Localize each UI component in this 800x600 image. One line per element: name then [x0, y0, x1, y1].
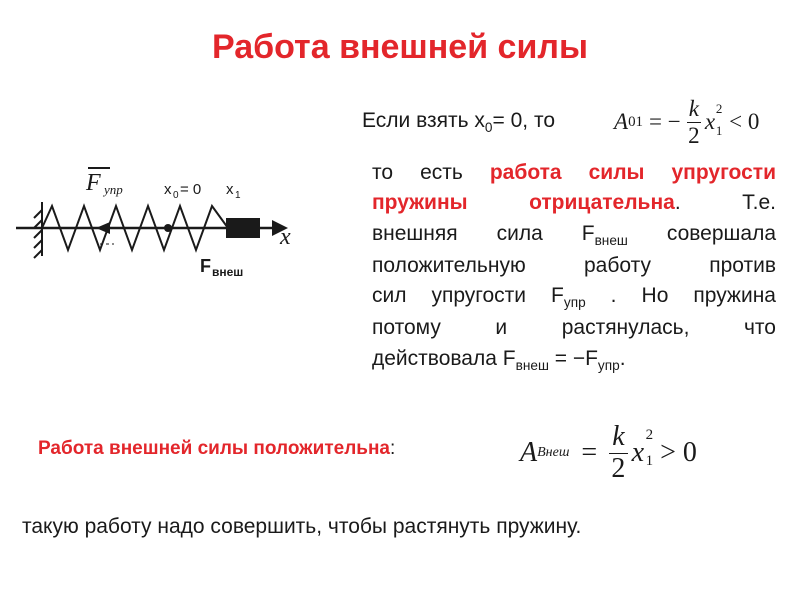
- wall-hatch: [34, 202, 42, 258]
- para-line: действовала $F_{внеш} = -F_{упр}$.: [372, 346, 626, 373]
- fraction: $\frac{k}{2}$: [688, 96, 700, 148]
- formula-work-external: A Внеш = $\frac{k}{2}$ x 2 1 > 0: [520, 420, 697, 484]
- fvnesh-label: F: [200, 256, 211, 276]
- fvnesh-sub: внеш: [212, 265, 244, 279]
- slide-title: Работа внешней силы: [212, 28, 588, 66]
- footer-text: такую работу надо совершить, чтобы растянуть пружину.: [22, 515, 582, 538]
- para-line: потому и растянулась, что: [372, 316, 776, 340]
- para-line: положительную работу против: [372, 253, 776, 277]
- x0-eq: = 0: [180, 181, 202, 198]
- x1-sub: 1: [235, 190, 241, 201]
- para-line: пружины отрицательна. Т.е.: [372, 191, 776, 215]
- spring-diagram: [14, 160, 314, 290]
- fupr-label: F: [86, 170, 101, 196]
- x0-sub: 0: [173, 190, 179, 201]
- fraction: $\frac{k}{2}$: [609, 422, 627, 485]
- x1-label: x: [226, 181, 234, 198]
- x0-point: [164, 224, 172, 232]
- x0-label: x: [164, 181, 172, 198]
- formula-work-spring: A 01 = − $\frac{k}{2}$ x 2 1 < 0: [614, 96, 760, 148]
- fupr-sub: упр: [104, 182, 123, 197]
- axis-x-label: x: [280, 224, 291, 250]
- para-line: сил упругости $F_{упр}$ . Но пружина: [372, 284, 776, 311]
- para-line: внешняя сила $F_{внеш}$ совершала: [372, 221, 776, 249]
- condition-text: Если взять $x_0= 0$, то: [362, 109, 556, 136]
- fupr-arrow-icon: [96, 222, 110, 234]
- block: [226, 218, 260, 238]
- conclusion-text: Работа внешней силы положительна:: [38, 438, 396, 459]
- para-line: то есть работа силы упругости: [372, 161, 776, 184]
- explanation-paragraph: [372, 158, 776, 376]
